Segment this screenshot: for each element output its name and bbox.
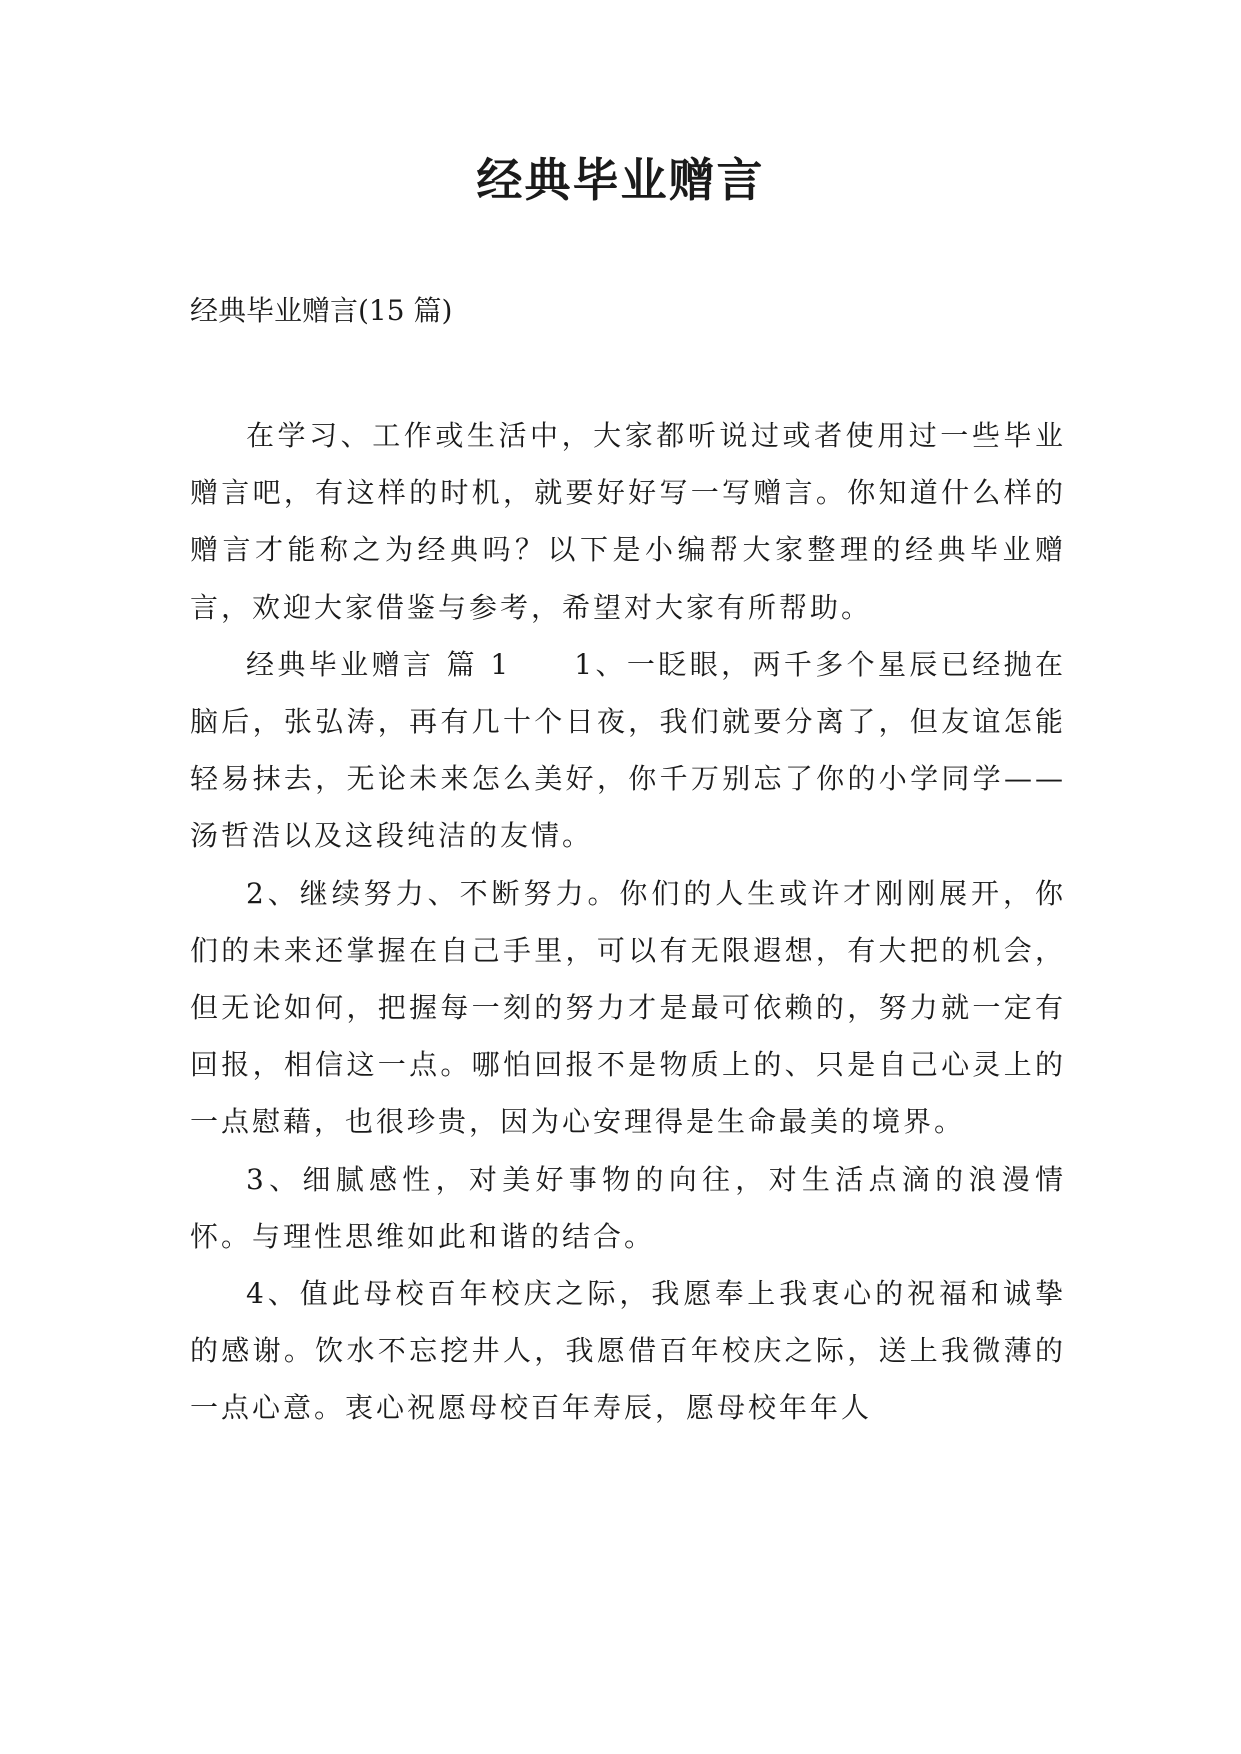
document-subtitle: 经典毕业赠言(15 篇): [190, 294, 453, 327]
paragraph-3: 3、细腻感性，对美好事物的向往，对生活点滴的浪漫情怀。与理性思维如此和谐的结合。: [190, 1162, 1066, 1253]
paragraph-1: 经典毕业赠言 篇 1 1、一眨眼，两千多个星辰已经抛在脑后，张弘涛，再有几十个日夜，我们就要分离了，但友谊怎能轻易抹去，无论未来怎么美好，你千万别忘了你的小学同学——汤哲浩以及这段纯洁的友情。: [190, 647, 1066, 853]
intro-paragraph: 在学习、工作或生活中，大家都听说过或者使用过一些毕业赠言吧，有这样的时机，就要好好写一写赠言。你知道什么样的赠言才能称之为经典吗？以下是小编帮大家整理的经典毕业赠言，欢迎大家借鉴与参考，希望对大家有所帮助。: [190, 419, 1066, 624]
document-title: 经典毕业赠言: [476, 153, 765, 207]
document-body: [190, 407, 1066, 1437]
paragraph-2: 2、继续努力、不断努力。你们的人生或许才刚刚展开，你们的未来还掌握在自己手里，可以有无限遐想，有大把的机会，但无论如何，把握每一刻的努力才是最可依赖的，努力就一定有回报，相信这一点。哪怕回报不是物质上的、只是自己心灵上的一点慰藉，也很珍贵，因为心安理得是生命最美的境界。: [190, 876, 1066, 1139]
paragraph-4: 4、值此母校百年校庆之际，我愿奉上我衷心的祝福和诚挚的感谢。饮水不忘挖井人，我愿借百年校庆之际，送上我微薄的一点心意。衷心祝愿母校百年寿辰，愿母校年年人: [190, 1277, 1066, 1425]
